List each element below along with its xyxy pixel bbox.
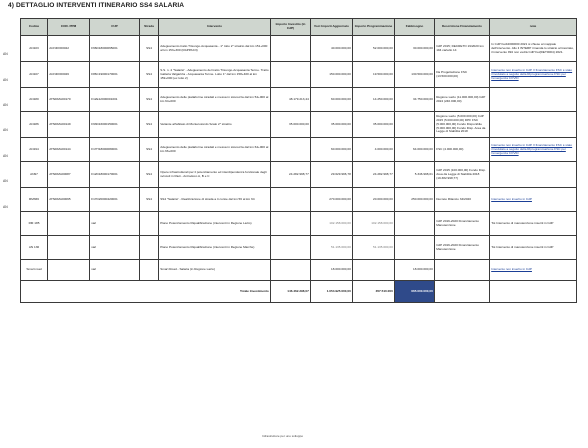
cell-ppm	[48, 212, 90, 236]
cell-programmazione: 14.250.000,00	[353, 88, 395, 112]
cell-fabbisogno: 250.000.000,00	[395, 188, 435, 212]
cell-codice: AN194	[21, 138, 48, 162]
cell-codice: RM 185	[21, 212, 48, 236]
cell-cup: F17H18000080001	[90, 138, 140, 162]
cell-cup: F86C19000170001	[90, 62, 140, 88]
cell-strada	[140, 236, 159, 260]
cell-strada: SS4	[140, 88, 159, 112]
cell-intervento: Smart Road - Salaria (in Regione Lazio)	[159, 260, 271, 281]
cell-fabbisogno	[395, 112, 435, 138]
cell-intervento: Variante all'abitato di Monterotondo Scalo 2° stralcio	[159, 112, 271, 138]
cell-finanziamento	[435, 260, 490, 281]
cell-cup: vari	[90, 260, 140, 281]
total-importo-cdp: 146.462.298,07	[271, 281, 311, 303]
cell-programmazione: 4.000.000,00	[353, 138, 395, 162]
cell-fabbisogno	[395, 236, 435, 260]
table-header-row	[21, 19, 577, 36]
cell-importo-cdp	[271, 260, 311, 281]
cell-ppm: ATNDMA00144	[48, 138, 90, 162]
totals-empty-cell	[435, 281, 490, 303]
header-cup: CUP	[90, 19, 140, 36]
cell-importo-cdp: 48.179.213,44	[271, 88, 311, 112]
cell-note-link[interactable]: Intervento non inserito in CdP. Il finanziamento FSC è stato rimodulato a seguito della Riprogrammazione FSC per l'emergenza COVID	[490, 62, 577, 88]
cell-codice: Smart road	[21, 260, 48, 281]
cell-codice: AN180	[21, 88, 48, 112]
cell-programmazione: 24.282.998,77	[353, 162, 395, 188]
page-footer: Infrastrutture per uno sviluppo	[262, 434, 304, 438]
cell-codice: RM366	[21, 188, 48, 212]
row-region-marker: AN	[3, 128, 8, 132]
totals-empty-cell	[490, 281, 577, 303]
cell-finanziamento: CdP 2016-2020 Finanziamento Manutenzione	[435, 212, 490, 236]
table-row	[21, 88, 577, 112]
total-aggiornato: 1.054.925.000,00	[311, 281, 353, 303]
cell-finanziamento: CdP 2016-2020 Finanziamento Manutenzione	[435, 236, 490, 260]
cell-aggiornato: 102.158.000,00	[311, 212, 353, 236]
table-row	[21, 62, 577, 88]
cell-note-link[interactable]: Intervento non inserito in CdP. Il finanziamento FSC è stato rimodulato a seguito della Riprogrammazione FSC per l'emergenza COVID	[490, 138, 577, 162]
cell-ppm: ACNDO00026	[48, 62, 90, 88]
cell-note	[490, 112, 577, 138]
cell-programmazione: 19.500.000,00	[353, 62, 395, 88]
cell-ppm	[48, 236, 90, 260]
cell-note	[490, 88, 577, 112]
row-region-marker: AN	[3, 179, 8, 183]
cell-ppm: ATNDMA00149	[48, 112, 90, 138]
totals-row	[21, 281, 577, 303]
cell-intervento: Piano Potenziamento Riqualificazione (interventi in Regione Lazio)	[159, 212, 271, 236]
row-region-marker: AN	[3, 205, 8, 209]
cell-aggiornato: 35.000.000,00	[311, 112, 353, 138]
table-row	[21, 236, 577, 260]
cell-note-link[interactable]: Intervento non inserito in CdP	[490, 260, 577, 281]
row-region-marker: AN	[3, 103, 8, 107]
cell-cup: F17D20000420001	[90, 188, 140, 212]
table-row	[21, 112, 577, 138]
cell-importo-cdp: 24.282.998,77	[271, 162, 311, 188]
cell-codice: AN107	[21, 62, 48, 88]
interventions-table	[20, 18, 577, 303]
table-row	[21, 212, 577, 236]
cell-finanziamento: Decreto Rilancio 34/2020	[435, 188, 490, 212]
row-region-marker: AN	[3, 52, 8, 56]
cell-cup: F12E12000001001	[90, 88, 140, 112]
cell-strada: SS4	[140, 162, 159, 188]
cell-fabbisogno: 5.346.998,01	[395, 162, 435, 188]
cell-note: Tot Intervento di manutenzione inseriti in CdP	[490, 236, 577, 260]
cell-intervento: Adeguamento delle piattaforme stradali e messa in sicurezza dal km 64+000 al km 66+000	[159, 138, 271, 162]
cell-programmazione: 35.000.000,00	[353, 112, 395, 138]
header-aggiornato: Voci Importi Aggiornato	[311, 19, 353, 36]
row-region-marker: AN	[3, 154, 8, 158]
cell-finanziamento: Regione Lazio (5.000.000,00) CdP 2015 (5.000.000,00) DPF FSC (5.000.000,00) Fondo Disponibile (5.000.000,00) Fondo Disp. Area da Legge di Stabilità 2018	[435, 112, 490, 138]
cell-importo-cdp	[271, 188, 311, 212]
cell-importo-cdp	[271, 138, 311, 162]
cell-aggiornato: 29.629.996,78	[311, 162, 353, 188]
header-programmazione: Importo Programmazione	[353, 19, 395, 36]
cell-aggiornato: 18.000.000,00	[311, 260, 353, 281]
cell-aggiornato: 150.000.000,00	[311, 62, 353, 88]
table-row	[21, 188, 577, 212]
table-body	[21, 36, 577, 303]
cell-fabbisogno	[395, 212, 435, 236]
cell-intervento: Piano Potenziamento Riqualificazione (interventi in Regione Marche)	[159, 236, 271, 260]
cell-ppm: ATNDMA00087	[48, 162, 90, 188]
cell-strada	[140, 260, 159, 281]
cell-note: In CdP Fei42000000 2021 si chiese al mappale dell'intervento. Allo il INTERP rimanda lo stralcio al tracciato, il intervento 994 non vedrà CdP Fei(DET0004) 2021.	[490, 36, 577, 62]
table-row	[21, 138, 577, 162]
cell-fabbisogno: 18.000.000,00	[395, 260, 435, 281]
cell-strada	[140, 212, 159, 236]
cell-finanziamento: Regione Lazio (11.000.000,00) CdP 2024 (240.000,00)	[435, 88, 490, 112]
cell-aggiornato: 270.000.000,00	[311, 188, 353, 212]
cell-note: Tot Intervento di manutenzione inseriti in CdP	[490, 212, 577, 236]
cell-codice: AN103	[21, 36, 48, 62]
cell-cup: F12D18000170001	[90, 162, 140, 188]
cell-codice: AN 136	[21, 236, 48, 260]
cell-cup: vari	[90, 212, 140, 236]
totals-label: Totale Investimento	[21, 281, 271, 303]
cell-aggiornato: 60.000.000,00	[311, 88, 353, 112]
table-row	[21, 162, 577, 188]
cell-importo-cdp	[271, 212, 311, 236]
cell-programmazione: 51.135.000,00	[353, 236, 395, 260]
cell-importo-cdp	[271, 236, 311, 260]
cell-ppm: ATNDMA00170	[48, 88, 90, 112]
cell-strada: SS4	[140, 138, 159, 162]
header-codice: Codice	[21, 19, 48, 36]
cell-intervento: S.S. n. 4 "Salaria" - Adeguamento del tratto Trisungo-Acquasanta Terme. Tratto Galleria Valgarizia - Acquasanta Terme. Lotto 1° dal km 158+400 al km 159+000 (ex lotto 2)	[159, 62, 271, 88]
cell-aggiornato: 40.000.000,00	[311, 36, 353, 62]
cell-strada: SS4	[140, 112, 159, 138]
cell-aggiornato: 51.135.000,00	[311, 236, 353, 260]
cell-finanziamento: CdP 2015; DECRETO 19/2020 km 194 cartello 14	[435, 36, 490, 62]
row-region-marker: AN	[3, 78, 8, 82]
cell-note-link[interactable]: Intervento non inserito in CdP	[490, 188, 577, 212]
cell-fabbisogno: 34.750.000,00	[395, 88, 435, 112]
cell-strada: SS4	[140, 62, 159, 88]
cell-programmazione: 20.000.000,00	[353, 188, 395, 212]
cell-fabbisogno: 30.000.000,00	[395, 36, 435, 62]
cell-importo-cdp: 35.000.000,00	[271, 112, 311, 138]
cell-programmazione: 52.000.000,00	[353, 36, 395, 62]
cell-codice: AN186	[21, 112, 48, 138]
cell-intervento: SS4 "Salaria" - Realizzazione di strada a 4 corsie dal km 56 al km 64	[159, 188, 271, 212]
cell-ppm: ACNDO00022	[48, 36, 90, 62]
total-fabbisogno: 665.000.000,00	[395, 281, 435, 303]
header-cod-ppm: COD. PPM	[48, 19, 90, 36]
table-row	[21, 36, 577, 62]
cell-cup: vari	[90, 236, 140, 260]
cell-strada: SS4	[140, 36, 159, 62]
page-title: 4) DETTAGLIO INTERVENTI ITINERARIO SS4 SALARIA	[8, 2, 185, 9]
cell-programmazione: 102.158.000,00	[353, 212, 395, 236]
cell-cup: F66D18000065001	[90, 36, 140, 62]
cell-intervento: Adeguamento tratto Trisungo-Acquasanta - 1° lotto 2° stralcio dal km 151+000 al km 153+300 (RAPPAC3)	[159, 36, 271, 62]
header-fabbisogno: Fabbisogno	[395, 19, 435, 36]
cell-ppm	[48, 260, 90, 281]
cell-codice: AN97	[21, 162, 48, 188]
header-strada: Strada	[140, 19, 159, 36]
cell-finanziamento: Da Progettazione FSC (13.500.000,00)	[435, 62, 490, 88]
cell-finanziamento: CdP 2015 (100.000,00) Fondo Disp. Area da Legge di Stabilità 2018 (19.382.998,77)	[435, 162, 490, 188]
cell-aggiornato: 60.000.000,00	[311, 138, 353, 162]
cell-fabbisogno: 130.500.000,00	[395, 62, 435, 88]
cell-importo-cdp	[271, 36, 311, 62]
cell-programmazione	[353, 260, 395, 281]
header-finanziamento: Descrizione Finanziamento	[435, 19, 490, 36]
cell-intervento: Adeguamento delle piattaforme stradali e messa in sicurezza dal km 54+000 al km 64+000	[159, 88, 271, 112]
header-note: note	[490, 19, 577, 36]
cell-cup: F93D16000150001	[90, 112, 140, 138]
header-intervento: Intervento	[159, 19, 271, 36]
cell-finanziamento: FSC (4.000.000,00)	[435, 138, 490, 162]
total-programmazione: 357.510.000	[353, 281, 395, 303]
cell-fabbisogno: 64.000.000,00	[395, 138, 435, 162]
table-row	[21, 260, 577, 281]
header-importo-cdp: Importo Investito (in CdP)	[271, 19, 311, 36]
cell-intervento: Opere infrastrutturali per il potenziamento ed interdipendenza funzionale degli svincoli in Rieti - Antrodoco A, B e C	[159, 162, 271, 188]
cell-note	[490, 162, 577, 188]
cell-ppm: ATNDMA00095	[48, 188, 90, 212]
cell-strada: SS4	[140, 188, 159, 212]
cell-importo-cdp	[271, 62, 311, 88]
